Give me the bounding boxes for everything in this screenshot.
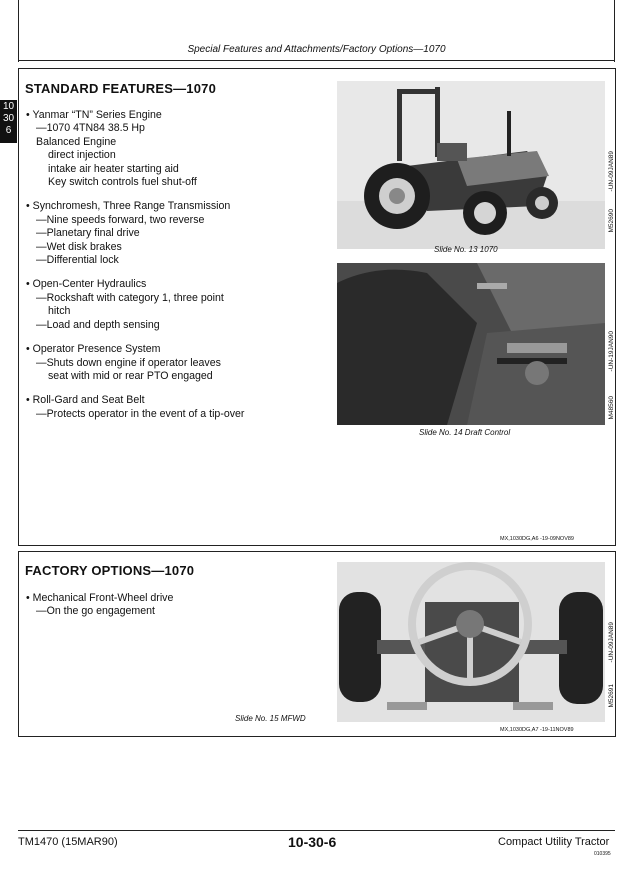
- list-item: intake air heater starting aid: [48, 162, 179, 175]
- section-tab: [0, 100, 17, 143]
- photo-caption: Slide No. 13 1070: [434, 245, 498, 254]
- list-item: Balanced Engine: [36, 135, 117, 148]
- factory-options-list: [26, 592, 173, 619]
- reference-code: MX,1030DG,A7 -19-11NOV89: [500, 727, 574, 733]
- footer-manual-id: TM1470 (15MAR90): [18, 836, 118, 848]
- factory-options-title: FACTORY OPTIONS—1070: [25, 563, 195, 578]
- standard-features-list: [26, 109, 244, 421]
- list-item: —Planetary final drive: [36, 227, 140, 240]
- photo-side-date: -UN-09JAN89: [608, 622, 615, 663]
- reference-code: MX,1030DG,A6 -19-09NOV89: [500, 536, 574, 542]
- header-rule: [18, 60, 615, 61]
- list-item: • Mechanical Front-Wheel drive: [26, 592, 174, 604]
- list-item: • Yanmar “TN” Series Engine: [26, 109, 162, 121]
- draft-control-illustration: [337, 263, 605, 425]
- list-item: —Shuts down engine if operator leaves: [36, 356, 221, 369]
- list-item: —Wet disk brakes: [36, 240, 122, 253]
- tractor-illustration: [337, 81, 605, 249]
- list-item: direct injection: [48, 149, 116, 162]
- list-item: seat with mid or rear PTO engaged: [48, 369, 213, 382]
- list-item: • Roll-Gard and Seat Belt: [26, 394, 145, 407]
- standard-features-title: STANDARD FEATURES—1070: [25, 81, 217, 96]
- section-tab-line3: 6: [5, 125, 12, 136]
- list-item: —Rockshaft with category 1, three point: [36, 291, 224, 304]
- factory-options-section: [18, 551, 616, 737]
- list-item: —1070 4TN84 38.5 Hp: [36, 122, 145, 135]
- photo-caption: Slide No. 15 MFWD: [235, 714, 306, 723]
- photo-side-code: M52691: [608, 684, 615, 708]
- photo-side-code: M48560: [608, 396, 615, 420]
- photo-side-date: -UN-19JAN90: [608, 331, 615, 372]
- photo-side-date: -UN-09JAN89: [608, 151, 615, 192]
- page-header-title: Special Features and Attachments/Factory Options—1070: [187, 44, 446, 55]
- list-item: • Operator Presence System: [26, 343, 161, 356]
- list-item: hitch: [48, 305, 71, 318]
- list-item: —On the go engagement: [36, 605, 155, 618]
- standard-features-section: [18, 68, 616, 546]
- photo-caption: Slide No. 14 Draft Control: [419, 428, 511, 437]
- list-item: —Load and depth sensing: [36, 318, 160, 331]
- list-item: —Nine speeds forward, two reverse: [36, 213, 205, 226]
- list-item: —Protects operator in the event of a tip-over: [36, 407, 245, 420]
- draft-control-photo: [337, 263, 605, 425]
- list-item: • Synchromesh, Three Range Transmission: [26, 200, 231, 213]
- list-item: Key switch controls fuel shut-off: [48, 176, 197, 189]
- tractor-photo: [337, 81, 605, 249]
- list-item: • Open-Center Hydraulics: [26, 278, 147, 291]
- footer-product-name: Compact Utility Tractor: [498, 836, 610, 848]
- section-tab-line2: 30: [2, 113, 15, 124]
- section-tab-line1: 10: [2, 101, 15, 112]
- footer-page-number: 10-30-6: [288, 834, 337, 850]
- mfwd-illustration: [337, 562, 605, 722]
- list-item: —Differential lock: [36, 254, 119, 267]
- photo-side-code: M52690: [608, 209, 615, 233]
- footer-rule: [18, 830, 615, 831]
- mfwd-photo: [337, 562, 605, 722]
- footer-code: 010395: [594, 851, 611, 857]
